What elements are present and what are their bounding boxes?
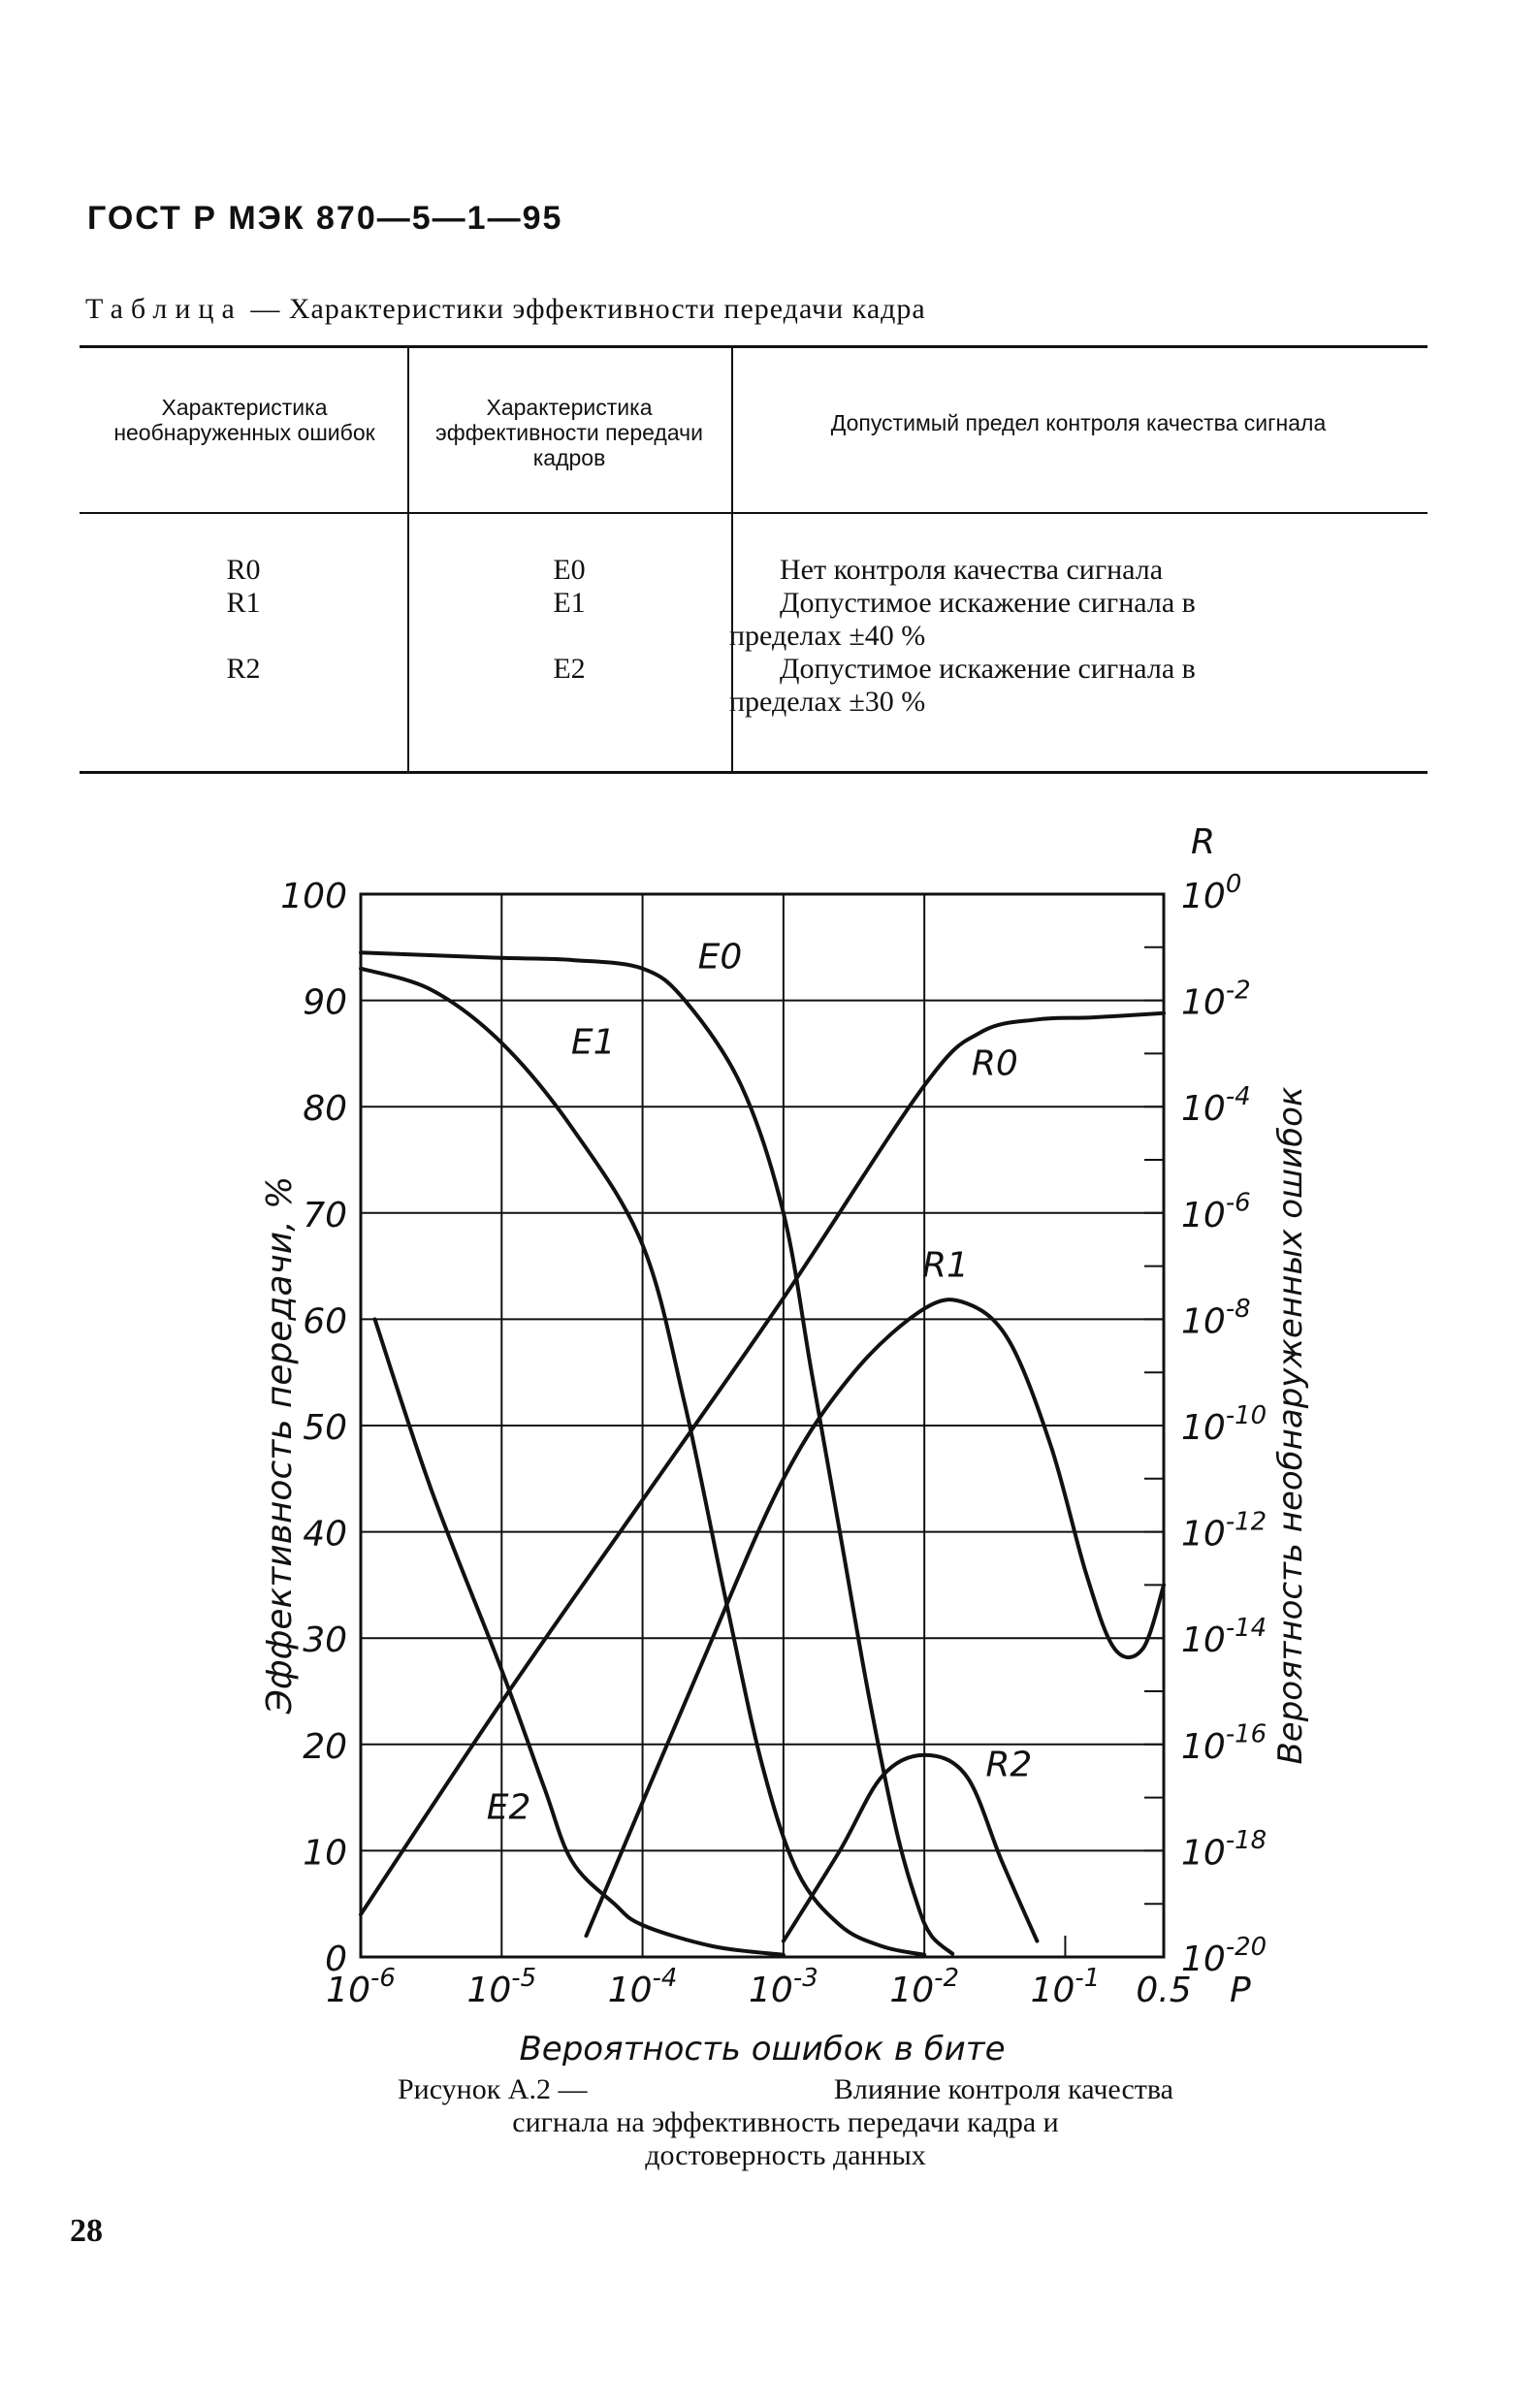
- series-label-e2: E2: [486, 1787, 531, 1828]
- table-cell: пределах ±40 %: [729, 620, 926, 652]
- table-cell: E0: [553, 554, 586, 586]
- x-tick-label: $10^{-3}$: [749, 1963, 818, 2010]
- figure-caption-line: достоверность данных: [645, 2139, 926, 2171]
- y-right-tick-label: $10^{-8}$: [1181, 1295, 1251, 1342]
- y-right-tick-label: $10^{-18}$: [1181, 1826, 1267, 1874]
- x-axis-title: Вероятность ошибок в бите: [519, 2030, 1006, 2066]
- y-left-tick-label: 80: [303, 1089, 347, 1130]
- table-cell: Допустимое искажение сигнала в: [780, 587, 1196, 619]
- page-number: 28: [70, 2213, 103, 2249]
- table-header-cell: Допустимый предел контроля качества сигнала: [830, 410, 1327, 435]
- y-left-axis-title: Эффективность передачи, %: [260, 1175, 300, 1715]
- figure-caption-title: Влияние контроля качества: [833, 2073, 1173, 2105]
- y-right-tick-label: $10^{-4}$: [1181, 1082, 1251, 1130]
- table-cell: Допустимое искажение сигнала в: [780, 653, 1196, 685]
- table-cell: E2: [553, 653, 586, 685]
- x-axis-symbol: P: [1230, 1971, 1251, 2010]
- series-label-e0: E0: [697, 937, 743, 978]
- x-tick-label: $10^{-5}$: [466, 1963, 537, 2010]
- series-line-e2: [375, 1319, 784, 1954]
- x-tick-label: 0.5: [1136, 1971, 1192, 2010]
- table-header-cell: Характеристика необнаруженных ошибок: [113, 395, 375, 445]
- table-cell: R0: [226, 554, 261, 586]
- table-caption-text: — Характеристики эффективности передачи кадра: [241, 293, 926, 325]
- series-label-e1: E1: [570, 1022, 616, 1063]
- y-right-tick-label: $10^0$: [1181, 869, 1242, 916]
- y-left-tick-label: 20: [303, 1726, 347, 1767]
- x-tick-label: $10^{-1}$: [1030, 1963, 1101, 2010]
- series-label-r1: R1: [921, 1245, 969, 1286]
- y-right-axis-title: Вероятность необнаруженных ошибок: [1271, 1086, 1310, 1765]
- table-cell: R1: [226, 587, 261, 619]
- y-right-tick-label: $10^{-2}$: [1181, 976, 1251, 1023]
- table-header-cell: Характеристика эффективности передачи кадров: [435, 395, 703, 470]
- y-left-tick-label: 70: [303, 1195, 347, 1235]
- series-label-r0: R0: [971, 1043, 1018, 1084]
- y-left-tick-label: 90: [303, 982, 347, 1023]
- right-axis-symbol: R: [1191, 822, 1216, 862]
- y-right-tick-label: $10^{-12}$: [1181, 1507, 1267, 1555]
- series-line-r1: [587, 1299, 1165, 1936]
- x-tick-label: $10^{-2}$: [889, 1963, 959, 2010]
- y-left-tick-label: 50: [303, 1408, 347, 1448]
- y-right-tick-label: $10^{-20}$: [1181, 1932, 1267, 1979]
- table-cell: R2: [226, 653, 261, 685]
- y-left-tick-label: 0: [325, 1940, 347, 1979]
- table-caption-prefix: Таблица: [85, 293, 242, 325]
- y-right-tick-label: $10^{-14}$: [1181, 1614, 1267, 1661]
- table-cell: E1: [553, 587, 586, 619]
- y-left-tick-label: 60: [303, 1301, 347, 1342]
- y-right-tick-label: $10^{-10}$: [1181, 1400, 1267, 1448]
- x-tick-label: $10^{-6}$: [326, 1963, 396, 2010]
- chart-series: [361, 952, 1164, 1955]
- figure-caption-label: Рисунок А.2 —: [398, 2073, 588, 2105]
- series-label-r2: R2: [985, 1745, 1033, 1785]
- document-header: ГОСТ Р МЭК 870—5—1—95: [87, 200, 563, 237]
- figure-caption-line: сигнала на эффективность передачи кадра и: [512, 2106, 1059, 2138]
- y-left-tick-label: 10: [303, 1833, 347, 1874]
- y-left-tick-label: 40: [303, 1514, 347, 1555]
- y-right-tick-label: $10^{-16}$: [1181, 1719, 1267, 1767]
- y-left-tick-label: 100: [280, 877, 347, 916]
- table-cell: Нет контроля качества сигнала: [780, 554, 1164, 586]
- table-cell: пределах ±30 %: [729, 686, 926, 718]
- x-tick-label: $10^{-4}$: [607, 1963, 678, 2010]
- series-line-r0: [361, 1013, 1164, 1914]
- y-left-tick-label: 30: [303, 1620, 347, 1661]
- figure-caption: [349, 2073, 1222, 2172]
- y-right-tick-label: $10^{-6}$: [1181, 1188, 1251, 1235]
